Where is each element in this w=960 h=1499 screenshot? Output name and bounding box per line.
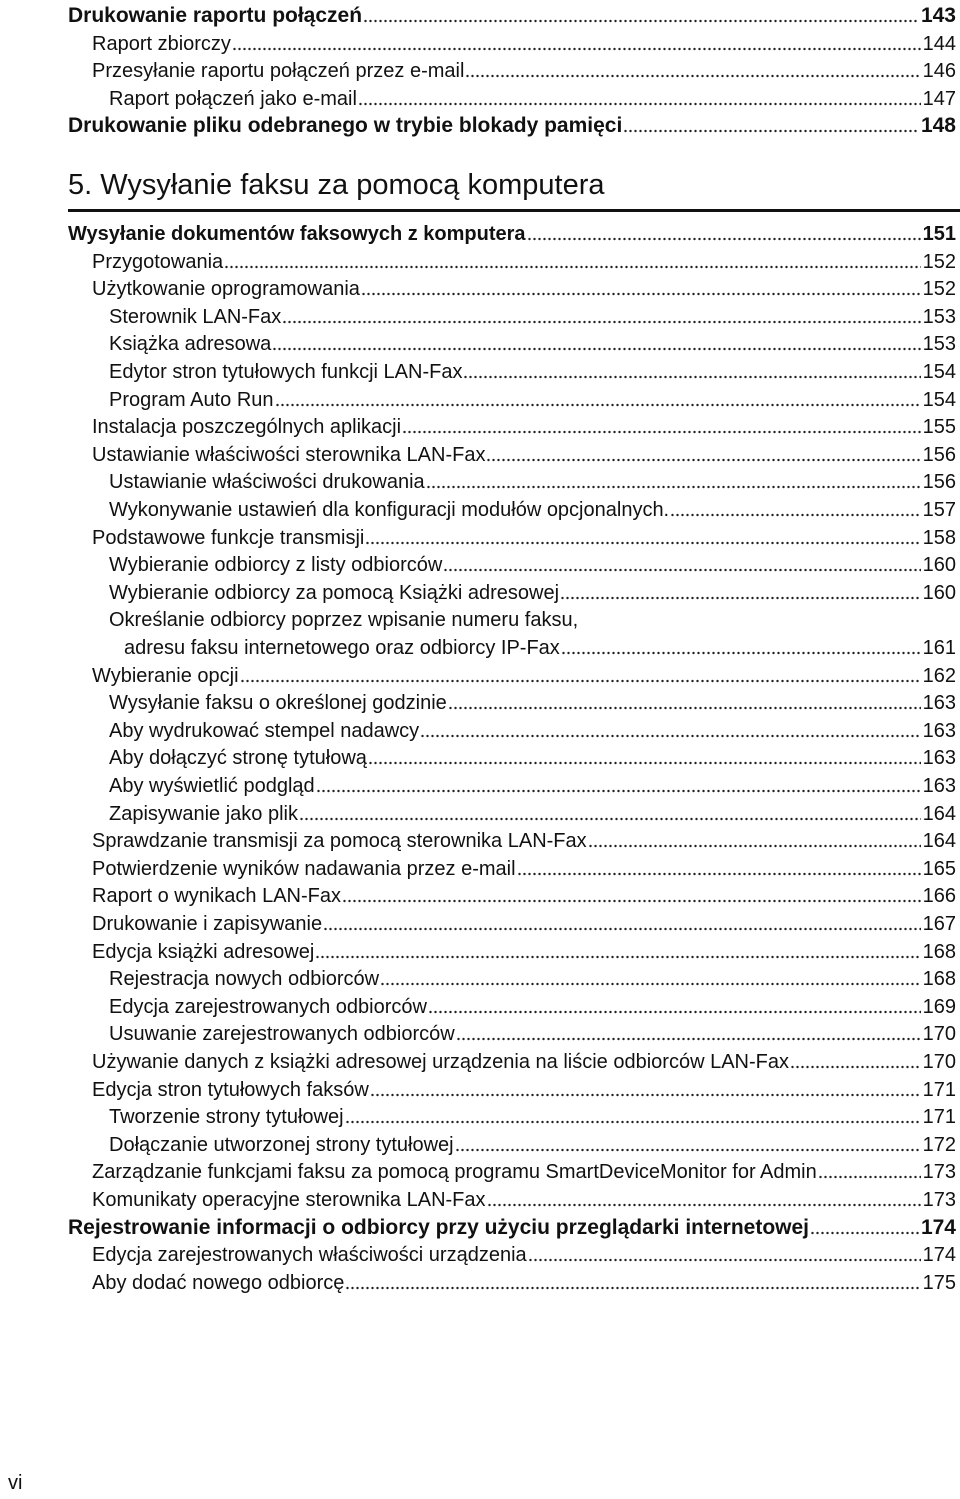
toc-dot-leader bbox=[487, 1197, 921, 1207]
toc-dot-leader bbox=[561, 645, 921, 655]
toc-dot-leader bbox=[790, 1059, 921, 1069]
toc-entry[interactable] bbox=[0, 577, 960, 605]
toc-entry-page: 171 bbox=[922, 1106, 956, 1129]
toc-entry-label: Podstawowe funkcje transmisji bbox=[92, 526, 365, 549]
toc-entry[interactable] bbox=[0, 1184, 960, 1212]
toc-entry-label: Wysyłanie faksu o określonej godzinie bbox=[109, 692, 447, 715]
toc-entry-label: Ustawianie właściwości drukowania bbox=[109, 471, 425, 494]
toc-entry-label: Drukowanie i zapisywanie bbox=[92, 913, 323, 935]
toc-dot-leader bbox=[402, 424, 921, 434]
toc-entry-page: 163 bbox=[922, 719, 956, 742]
toc-dot-leader bbox=[315, 949, 920, 959]
toc-dot-leader bbox=[272, 341, 920, 351]
toc-dot-leader bbox=[528, 1252, 921, 1262]
toc-entry-page: 163 bbox=[922, 775, 956, 797]
toc-dot-leader bbox=[670, 507, 921, 517]
toc-entry[interactable] bbox=[0, 880, 960, 908]
toc-dot-leader bbox=[370, 1087, 921, 1097]
toc-entry[interactable] bbox=[0, 798, 960, 826]
chapter-title-text: 5. Wysyłanie faksu za pomocą komputera bbox=[68, 169, 605, 201]
toc-entry-page: 170 bbox=[922, 1023, 956, 1046]
toc-entry-page: 169 bbox=[922, 995, 956, 1018]
toc-entry-label: Aby wyświetlić podgląd bbox=[109, 775, 315, 797]
toc-dot-leader bbox=[560, 590, 921, 600]
toc-dot-leader bbox=[448, 700, 921, 710]
toc-entry-label: Wysyłanie dokumentów faksowych z komputera bbox=[68, 223, 526, 245]
toc-dot-leader bbox=[365, 535, 920, 545]
toc-entry-label: Książka adresowa bbox=[109, 333, 272, 356]
toc-entry-page: 165 bbox=[922, 857, 956, 880]
toc-entry-page: 147 bbox=[922, 87, 956, 110]
toc-entry-page: 160 bbox=[922, 554, 956, 577]
toc-entry-page: 173 bbox=[922, 1161, 956, 1184]
toc-entry-label: Komunikaty operacyjne sterownika LAN-Fax bbox=[92, 1189, 486, 1211]
toc-entry-page: 166 bbox=[922, 885, 956, 908]
toc-entry-page: 153 bbox=[922, 305, 956, 328]
toc-entry-label: Wybieranie odbiorcy za pomocą Książki adresowej bbox=[109, 581, 560, 604]
toc-entry-label: Edycja książki adresowej bbox=[92, 940, 315, 963]
toc-entry-page: 154 bbox=[922, 361, 956, 383]
toc-entry-label: Przygotowania bbox=[92, 250, 224, 273]
toc-entry[interactable] bbox=[0, 273, 960, 301]
toc-entry[interactable] bbox=[0, 1212, 960, 1240]
toc-entry-label: Zapisywanie jako plik bbox=[109, 802, 298, 825]
toc-entry[interactable] bbox=[0, 632, 960, 660]
toc-entry[interactable] bbox=[0, 1156, 960, 1184]
toc-entry-page: 160 bbox=[922, 581, 956, 604]
toc-entry-label: adresu faksu internetowego oraz odbiorcy IP-Fax bbox=[124, 637, 560, 659]
toc-entry-page: 174 bbox=[920, 1215, 956, 1239]
toc-entry[interactable] bbox=[0, 110, 960, 138]
toc-entry-label: Wykonywanie ustawień dla konfiguracji modułów opcjonalnych. bbox=[109, 499, 670, 521]
toc-entry-page: 152 bbox=[922, 250, 956, 273]
toc-entry-label: Aby dołączyć stronę tytułową bbox=[109, 747, 367, 770]
toc-entry[interactable] bbox=[0, 1239, 960, 1267]
toc-entry-page: 168 bbox=[922, 940, 956, 963]
toc-entry[interactable] bbox=[0, 936, 960, 964]
toc-dot-leader bbox=[345, 1280, 920, 1290]
toc-dot-leader bbox=[465, 68, 920, 78]
toc-entry-label: Wybieranie odbiorcy z listy odbiorców bbox=[109, 554, 443, 577]
toc-entry-page: 175 bbox=[922, 1271, 956, 1294]
toc-entry-page: 155 bbox=[922, 416, 956, 439]
toc-entry-page: 167 bbox=[922, 913, 956, 935]
toc-dot-leader bbox=[224, 259, 920, 269]
toc-entry[interactable] bbox=[0, 660, 960, 688]
toc-entry-label: Aby dodać nowego odbiorcę bbox=[92, 1271, 345, 1294]
toc-dot-leader bbox=[486, 452, 920, 462]
toc-entry-page: 161 bbox=[922, 637, 956, 659]
toc-entry[interactable] bbox=[0, 715, 960, 743]
toc-entry[interactable] bbox=[0, 83, 960, 111]
toc-dot-leader bbox=[342, 893, 921, 903]
toc-dot-leader bbox=[463, 369, 920, 379]
toc-dot-leader bbox=[623, 123, 919, 133]
toc-entry[interactable] bbox=[0, 908, 960, 936]
chapter-title bbox=[68, 166, 960, 202]
toc-entry-page: 172 bbox=[922, 1133, 956, 1156]
toc-entry[interactable] bbox=[0, 770, 960, 798]
toc-entry-label: Tworzenie strony tytułowej bbox=[109, 1106, 344, 1129]
toc-entry[interactable] bbox=[0, 328, 960, 356]
toc-entry[interactable] bbox=[0, 963, 960, 991]
toc-entry-label: Ustawianie właściwości sterownika LAN-Fax bbox=[92, 443, 486, 466]
toc-entry[interactable] bbox=[0, 853, 960, 881]
toc-entry-page: 173 bbox=[922, 1189, 956, 1211]
toc-entry-page: 146 bbox=[922, 60, 956, 83]
toc-entry-label: Określanie odbiorcy poprzez wpisanie numeru faksu, bbox=[109, 609, 579, 632]
toc-entry-label: Edycja zarejestrowanych właściwości urządzenia bbox=[92, 1244, 527, 1267]
toc-dot-leader bbox=[810, 1225, 919, 1235]
toc-entry-label: Sprawdzanie transmisji za pomocą sterownika LAN-Fax bbox=[92, 830, 587, 853]
toc-entry-page: 157 bbox=[922, 499, 956, 521]
toc-entry[interactable] bbox=[0, 0, 960, 28]
toc-entry-page: 162 bbox=[922, 664, 956, 687]
toc-entry-page: 171 bbox=[922, 1078, 956, 1101]
toc-entry[interactable] bbox=[0, 494, 960, 522]
toc-entry-page: 156 bbox=[922, 471, 956, 494]
toc-dot-leader bbox=[368, 755, 921, 765]
toc-dot-leader bbox=[517, 866, 921, 876]
toc-dot-leader bbox=[275, 397, 921, 407]
toc-entry-label: Przesyłanie raportu połączeń przez e-mail bbox=[92, 60, 465, 83]
toc-dot-leader bbox=[316, 783, 921, 793]
toc-entry-page: 143 bbox=[920, 4, 956, 27]
toc-entry[interactable] bbox=[0, 604, 960, 632]
chapter-rule bbox=[68, 209, 960, 212]
toc-entry-page: 148 bbox=[920, 114, 956, 138]
toc-dot-leader bbox=[345, 1114, 921, 1124]
toc-entry-page: 163 bbox=[922, 692, 956, 715]
toc-entry-label: Raport połączeń jako e-mail bbox=[109, 87, 357, 110]
toc-entry-label: Raport zbiorczy bbox=[92, 32, 231, 55]
toc-dot-leader bbox=[588, 838, 921, 848]
toc-entry[interactable] bbox=[0, 549, 960, 577]
toc-entry-page: 144 bbox=[922, 32, 956, 55]
toc-entry[interactable] bbox=[0, 1267, 960, 1295]
toc-entry[interactable] bbox=[0, 28, 960, 56]
toc-entry[interactable] bbox=[0, 1018, 960, 1046]
toc-entry[interactable] bbox=[0, 687, 960, 715]
toc-entry[interactable] bbox=[0, 1101, 960, 1129]
toc-dot-leader bbox=[361, 286, 921, 296]
toc-entry[interactable] bbox=[0, 246, 960, 274]
toc-entry[interactable] bbox=[0, 1074, 960, 1102]
toc-dot-leader bbox=[282, 314, 920, 324]
toc-entry[interactable] bbox=[0, 1046, 960, 1074]
toc-entry-page: 170 bbox=[922, 1051, 956, 1073]
toc-entry[interactable] bbox=[0, 439, 960, 467]
toc-entry-page: 152 bbox=[922, 278, 956, 301]
toc-entry-page: 154 bbox=[922, 388, 956, 411]
page-number: vi bbox=[8, 1472, 23, 1494]
toc-entry[interactable] bbox=[0, 384, 960, 412]
toc-dot-leader bbox=[420, 728, 920, 738]
toc-entry-page: 163 bbox=[922, 747, 956, 770]
toc-entry-page: 151 bbox=[922, 223, 956, 245]
toc-entry-page: 153 bbox=[922, 333, 956, 356]
toc-entry[interactable] bbox=[0, 991, 960, 1019]
toc-dot-leader bbox=[363, 13, 919, 23]
toc-entry-label: Drukowanie pliku odebranego w trybie blokady pamięci bbox=[68, 114, 623, 138]
toc-entry-label: Edytor stron tytułowych funkcji LAN-Fax bbox=[109, 361, 463, 383]
toc-entry[interactable] bbox=[0, 522, 960, 550]
toc-dot-leader bbox=[232, 41, 921, 51]
toc-entry-label: Instalacja poszczególnych aplikacji bbox=[92, 416, 402, 439]
toc-dot-leader bbox=[527, 231, 921, 241]
toc-entry[interactable] bbox=[0, 742, 960, 770]
toc-dot-leader bbox=[240, 673, 921, 683]
toc-entry-label: Użytkowanie oprogramowania bbox=[92, 278, 360, 301]
toc-entry-label: Używanie danych z książki adresowej urządzenia na liście odbiorców LAN-Fax bbox=[92, 1051, 789, 1073]
toc-entry[interactable] bbox=[0, 55, 960, 83]
toc-entry[interactable] bbox=[0, 356, 960, 384]
toc-entry-page: 158 bbox=[922, 526, 956, 549]
toc-entry-label: Zarządzanie funkcjami faksu za pomocą programu SmartDeviceMonitor for Admin bbox=[92, 1161, 817, 1184]
toc-entry[interactable] bbox=[0, 411, 960, 439]
toc-dot-leader bbox=[299, 811, 921, 821]
toc-entry-label: Rejestrowanie informacji o odbiorcy przy użyciu przeglądarki internetowej bbox=[68, 1215, 810, 1239]
toc-entry-label: Aby wydrukować stempel nadawcy bbox=[109, 719, 420, 742]
toc-dot-leader bbox=[323, 921, 921, 931]
toc-dot-leader bbox=[455, 1142, 921, 1152]
toc-entry[interactable] bbox=[0, 825, 960, 853]
toc-entry[interactable] bbox=[0, 218, 960, 246]
toc-entry-label: Program Auto Run bbox=[109, 388, 274, 411]
toc-dot-leader bbox=[426, 479, 921, 489]
toc-entry-page: 164 bbox=[922, 802, 956, 825]
toc-dot-leader bbox=[443, 562, 920, 572]
toc-dot-leader bbox=[456, 1031, 921, 1041]
toc-entry-label: Usuwanie zarejestrowanych odbiorców bbox=[109, 1023, 455, 1046]
toc-entry-label: Raport o wynikach LAN-Fax bbox=[92, 885, 341, 908]
toc-entry-label: Sterownik LAN-Fax bbox=[109, 305, 282, 328]
toc-entry-label: Drukowanie raportu połączeń bbox=[68, 4, 363, 27]
toc-entry-label: Edycja stron tytułowych faksów bbox=[92, 1078, 369, 1101]
toc-entry-page: 168 bbox=[922, 968, 956, 991]
toc-entry[interactable] bbox=[0, 466, 960, 494]
toc-entry-page: 174 bbox=[922, 1244, 956, 1267]
toc-dot-leader bbox=[380, 976, 920, 986]
toc-entry-page: 156 bbox=[922, 443, 956, 466]
toc-entry-page: 164 bbox=[922, 830, 956, 853]
toc-dot-leader bbox=[428, 1004, 921, 1014]
toc-dot-leader bbox=[358, 96, 921, 106]
toc-entry-label: Edycja zarejestrowanych odbiorców bbox=[109, 995, 427, 1018]
toc-entry-label: Rejestracja nowych odbiorców bbox=[109, 968, 380, 991]
toc-dot-leader bbox=[818, 1169, 921, 1179]
toc-entry[interactable] bbox=[0, 1129, 960, 1157]
toc-entry-label: Wybieranie opcji bbox=[92, 664, 239, 687]
toc-entry[interactable] bbox=[0, 301, 960, 329]
toc-entry-label: Potwierdzenie wyników nadawania przez e-mail bbox=[92, 857, 516, 880]
toc-entry-label: Dołączanie utworzonej strony tytułowej bbox=[109, 1133, 454, 1156]
